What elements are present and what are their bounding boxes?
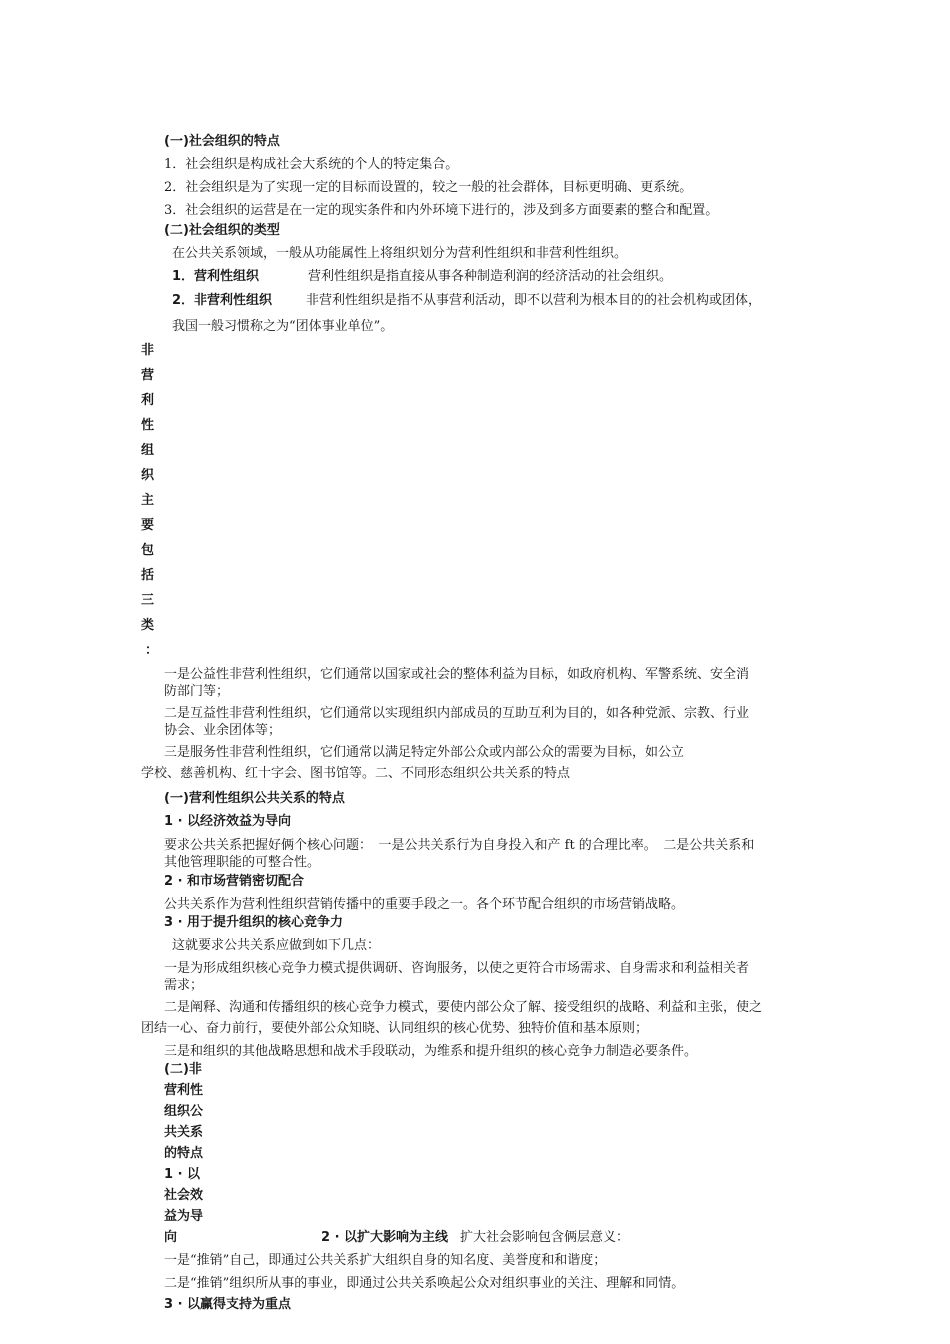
vertical-char: 性 (141, 418, 155, 433)
nonprofit-pr-heading-line: 向 (164, 1230, 178, 1245)
section2-intro: 在公共关系领域，一般从功能属性上将组织划分为营利性组织和非营利性组织。 (172, 246, 628, 261)
profit-h2: 2 · 和市场营销密切配合 (164, 874, 305, 889)
section1-heading: (一)社会组织的特点 (164, 134, 280, 149)
nonprofit-pr-heading-line: 益为导 (164, 1209, 204, 1224)
nonprofit-pr-heading-line: 1 · 以 (164, 1167, 201, 1182)
section2-heading: (二)社会组织的类型 (164, 223, 280, 238)
vertical-char: 括 (141, 568, 155, 583)
type1-text: 营利性组织是指直接从事各种制造利润的经济活动的社会组织。 (308, 269, 673, 284)
profit-h1: 1 · 以经济效益为导向 (164, 814, 292, 829)
profit-heading: (一)营利性组织公共关系的特点 (164, 791, 345, 806)
nonprofit-pr-h2: 2 · 以扩大影响为主线 (321, 1230, 449, 1245)
vertical-char: ： (145, 643, 159, 658)
nonprofit-p1a: 一是公益性非营利性组织，它们通常以国家或社会的整体利益为目标，如政府机构、军警系统、安全消 (164, 667, 750, 682)
nonprofit-pr-h2-text: 扩大社会影响包含俩层意义： (460, 1230, 630, 1245)
vertical-char: 包 (141, 543, 155, 558)
nonprofit-pr-h3: 3 · 以赢得支持为重点 (164, 1297, 292, 1312)
nonprofit-p3b: 学校、慈善机构、红十字会、图书馆等。二、不同形态组织公共关系的特点 (141, 766, 571, 781)
type2-text: 非营利性组织是指不从事营利活动，即不以营利为根本目的的社会机构或团体， (306, 293, 762, 308)
nonprofit-p2b: 协会、业余团体等； (164, 723, 282, 738)
profit-p1a: 要求公共关系把握好俩个核心问题： 一是公共关系行为自身投入和产 ft 的合理比率。 二是公共关系和 (164, 838, 755, 853)
profit-p2: 公共关系作为营利性组织营销传播中的重要手段之一。各个环节配合组织的市场营销战略。 (164, 897, 685, 912)
profit-h3: 3 · 用于提升组织的核心竞争力 (164, 915, 344, 930)
vertical-char: 营 (141, 368, 155, 383)
vertical-char: 非 (141, 343, 155, 358)
type1-label: 1．营利性组织 (172, 269, 260, 284)
profit-p5a: 二是阐释、沟通和传播组织的核心竞争力模式，要使内部公众了解、接受组织的战略、利益和主张，使之 (164, 1000, 763, 1015)
nonprofit-pr-heading-line: 共关系 (164, 1125, 204, 1140)
vertical-char: 三 (141, 593, 155, 608)
type2-label: 2．非营利性组织 (172, 293, 273, 308)
nonprofit-p1b: 防部门等； (164, 684, 230, 699)
profit-p6: 三是和组织的其他战略思想和战术手段联动，为维系和提升组织的核心竞争力制造必要条件。 (164, 1044, 698, 1059)
vertical-char: 利 (141, 393, 155, 408)
nonprofit-pr-p1: 一是“推销”自己，即通过公共关系扩大组织自身的知名度、美誉度和和谐度； (164, 1253, 607, 1268)
profit-p4b: 需求； (164, 978, 204, 993)
profit-p1b: 其他管理职能的可整合性。 (164, 855, 321, 870)
vertical-char: 组 (141, 443, 155, 458)
nonprofit-pr-heading-line: 社会效 (164, 1188, 204, 1203)
nonprofit-pr-heading-line: (二)非 (164, 1062, 202, 1077)
vertical-char: 织 (141, 468, 155, 483)
vertical-char: 主 (141, 493, 155, 508)
nonprofit-pr-heading-line: 的特点 (164, 1146, 204, 1161)
nonprofit-pr-p2: 二是“推销”组织所从事的事业，即通过公共关系唤起公众对组织事业的关注、理解和同情。 (164, 1276, 685, 1291)
nonprofit-p2a: 二是互益性非营利性组织，它们通常以实现组织内部成员的互助互利为目的，如各种党派、宗教、行业 (164, 706, 750, 721)
nonprofit-pr-heading-line: 营利性 (164, 1083, 204, 1098)
vertical-char: 要 (141, 518, 155, 533)
nonprofit-p3a: 三是服务性非营利性组织，它们通常以满足特定外部公众或内部公众的需要为目标，如公立 (164, 745, 685, 760)
section1-item-2: 2．社会组织是为了实现一定的目标而设置的，较之一般的社会群体，目标更明确、更系统。 (164, 180, 693, 195)
nonprofit-pr-heading-line: 组织公 (164, 1104, 204, 1119)
profit-p3: 这就要求公共关系应做到如下几点： (172, 938, 381, 953)
profit-p4a: 一是为形成组织核心竞争力模式提供调研、咨询服务，以使之更符合市场需求、自身需求和利益相关者 (164, 961, 750, 976)
profit-p5b: 团结一心、奋力前行，要使外部公众知晓、认同组织的核心优势、独特价值和基本原则； (141, 1021, 649, 1036)
section1-item-1: 1．社会组织是构成社会大系统的个人的特定集合。 (164, 157, 459, 172)
vertical-char: 类 (141, 618, 155, 633)
type2-cont: 我国一般习惯称之为“团体事业单位”。 (172, 319, 394, 334)
section1-item-3: 3．社会组织的运营是在一定的现实条件和内外环境下进行的，涉及到多方面要素的整合和配置。 (164, 203, 719, 218)
